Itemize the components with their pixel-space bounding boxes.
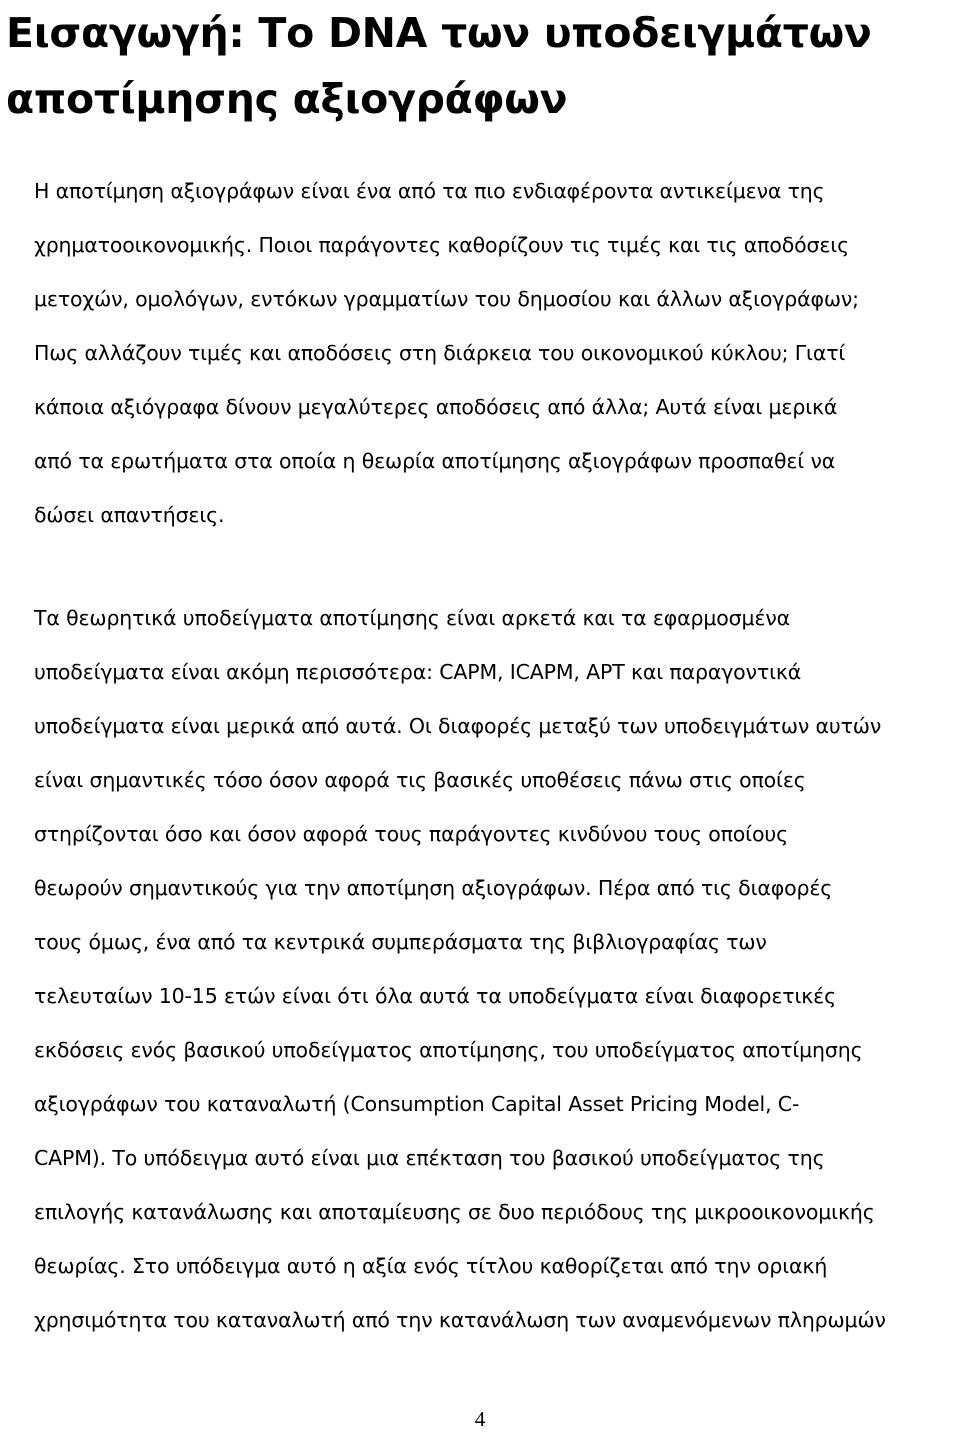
- paragraph-line: είναι σημαντικές τόσο όσον αφορά τις βασικές υποθέσεις πάνω στις οποίες: [34, 768, 806, 792]
- paragraph-line: χρησιμότητα του καταναλωτή από την κατανάλωση των αναμενόμενων πληρωμών: [34, 1308, 886, 1332]
- paragraph-intro: [34, 164, 958, 542]
- paragraph-line: θεωρίας. Στο υπόδειγμα αυτό η αξία ενός τίτλου καθορίζεται από την οριακή: [34, 1254, 828, 1278]
- paragraph-line: μετοχών, ομολόγων, εντόκων γραμματίων του δημοσίου και άλλων αξιογράφων;: [34, 287, 859, 311]
- paragraph-line: Τα θεωρητικά υποδείγματα αποτίμησης είναι αρκετά και τα εφαρμοσμένα: [34, 606, 791, 630]
- paragraph-line: κάποια αξιόγραφα δίνουν μεγαλύτερες αποδόσεις από άλλα; Αυτά είναι μερικά: [34, 395, 838, 419]
- paragraph-line: CAPM). Το υπόδειγμα αυτό είναι μια επέκταση του βασικού υποδείγματος της: [34, 1146, 825, 1170]
- paragraph-line: χρηματοοικονομικής. Ποιοι παράγοντες καθορίζουν τις τιμές και τις αποδόσεις: [34, 233, 849, 257]
- paragraph-line: επιλογής κατανάλωσης και αποταμίευσης σε δυο περιόδους της μικροοικονομικής: [34, 1200, 875, 1224]
- paragraph-line: αξιογράφων του καταναλωτή (Consumption Capital Asset Pricing Model, C-: [34, 1092, 800, 1116]
- paragraph-line: υποδείγματα είναι μερικά από αυτά. Οι διαφορές μεταξύ των υποδειγμάτων αυτών: [34, 714, 882, 738]
- paragraph-line: δώσει απαντήσεις.: [34, 503, 225, 527]
- paragraph-line: τους όμως, ένα από τα κεντρικά συμπεράσματα της βιβλιογραφίας των: [34, 930, 767, 954]
- paragraph-line: εκδόσεις ενός βασικού υποδείγματος αποτίμησης, του υποδείγματος αποτίμησης: [34, 1038, 863, 1062]
- section-heading: [6, 0, 951, 132]
- heading-line-1: Εισαγωγή: Το DNA των υποδειγμάτων: [6, 9, 872, 57]
- heading-line-2: αποτίμησης αξιογράφων: [6, 75, 568, 123]
- paragraph-models: [34, 591, 958, 1347]
- paragraph-line: θεωρούν σημαντικούς για την αποτίμηση αξιογράφων. Πέρα από τις διαφορές: [34, 876, 833, 900]
- paragraph-line: Η αποτίμηση αξιογράφων είναι ένα από τα πιο ενδιαφέροντα αντικείμενα της: [34, 179, 825, 203]
- paragraph-line: υποδείγματα είναι ακόμη περισσότερα: CAPM, ICAPM, APT και παραγοντικά: [34, 660, 802, 684]
- paragraph-line: από τα ερωτήματα στα οποία η θεωρία αποτίμησης αξιογράφων προσπαθεί να: [34, 449, 836, 473]
- page-number: 4: [474, 1407, 486, 1431]
- paragraph-line: στηρίζονται όσο και όσον αφορά τους παράγοντες κινδύνου τους οποίους: [34, 822, 788, 846]
- paragraph-line: Πως αλλάζουν τιμές και αποδόσεις στη διάρκεια του οικονομικού κύκλου; Γιατί: [34, 341, 846, 365]
- paragraph-line: τελευταίων 10-15 ετών είναι ότι όλα αυτά τα υποδείγματα είναι διαφορετικές: [34, 984, 836, 1008]
